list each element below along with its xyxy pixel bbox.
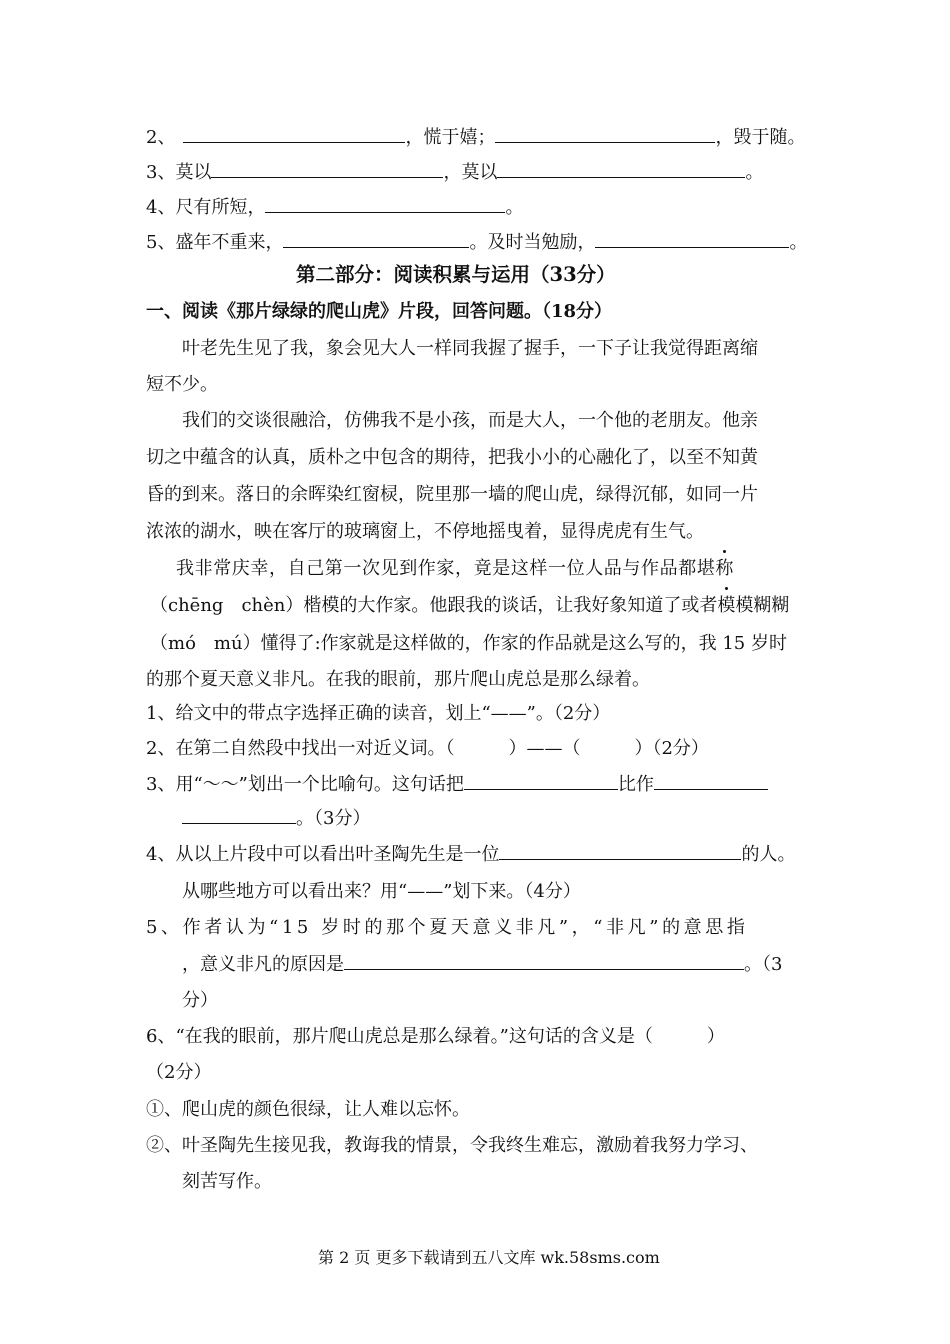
question-3-cont xyxy=(182,807,370,831)
question-5: 5、作者认为“15 岁时的那个夏天意义非凡”，“非凡”的意思指 xyxy=(146,917,749,938)
passage-line: 切之中蕴含的认真，质朴之中包含的期待，把我小小的心融化了，以至不知黄 xyxy=(146,447,758,468)
item-text: 。 xyxy=(505,197,524,218)
question-text: 的人。 xyxy=(741,844,796,865)
question-1: 1、给文中的带点字选择正确的读音，划上“——”。（2分） xyxy=(146,703,611,724)
fill-item-4 xyxy=(146,196,523,220)
option-2: ②、叶圣陶先生接见我，教诲我的情景，令我终生难忘，激励着我努力学习、 xyxy=(146,1135,758,1156)
option-1: ①、爬山虎的颜色很绿，让人难以忘怀。 xyxy=(146,1099,470,1120)
answer-blank[interactable] xyxy=(211,161,443,178)
passage-text: （chēng chèn）楷模的大作家。他跟我的谈话，让我好象知道了或者 xyxy=(150,595,718,616)
dotted-char: 称 xyxy=(715,558,735,579)
question-text: 比作 xyxy=(617,774,654,795)
section-title: 第二部分：阅读积累与运用（33分） xyxy=(296,263,616,286)
answer-blank[interactable] xyxy=(464,773,618,790)
item-number: 2、 xyxy=(146,127,176,148)
item-text: ，毁于随。 xyxy=(715,127,806,148)
page-footer: 第 2 页 更多下载请到五八文库 wk.58sms.com xyxy=(318,1248,660,1267)
item-text: 。 xyxy=(745,162,764,183)
answer-blank[interactable] xyxy=(283,231,469,248)
answer-blank[interactable] xyxy=(183,126,405,143)
answer-blank[interactable] xyxy=(495,126,715,143)
question-text: 4、从以上片段中可以看出叶圣陶先生是一位 xyxy=(146,844,500,865)
passage-line: 短不少。 xyxy=(146,374,218,395)
fill-item-2 xyxy=(146,126,805,150)
item-text: 。 xyxy=(789,232,808,253)
passage-line: 的那个夏天意义非凡。在我的眼前，那片爬山虎总是那么绿着。 xyxy=(146,669,650,690)
item-text: ，莫以 xyxy=(443,162,498,183)
answer-blank[interactable] xyxy=(499,843,741,860)
answer-blank[interactable] xyxy=(595,231,789,248)
question-6: 6、“在我的眼前，那片爬山虎总是那么绿着。”这句话的含义是（ ） xyxy=(146,1026,725,1047)
question-text: 。（3分） xyxy=(296,808,371,829)
item-text: 莫以 xyxy=(175,162,212,183)
answer-blank[interactable] xyxy=(344,953,744,970)
question-4 xyxy=(146,843,795,867)
item-text: ，慌于嬉； xyxy=(405,127,496,148)
dotted-char: 模 xyxy=(717,595,736,616)
question-2: 2、在第二自然段中找出一对近义词。（ ）——（ ）（2分） xyxy=(146,738,709,759)
item-number: 4、 xyxy=(146,197,176,218)
passage-line: 我们的交谈很融洽，仿佛我不是小孩，而是大人，一个他的老朋友。他亲 xyxy=(182,410,758,431)
passage-line xyxy=(176,557,734,581)
passage-text: 我非常庆幸，自己第一次见到作家，竟是这样一位人品与作品都堪 xyxy=(176,558,716,579)
question-text: 3、用“～～”划出一个比喻句。这句话把 xyxy=(146,774,464,795)
passage-line xyxy=(150,594,789,618)
answer-blank[interactable] xyxy=(654,773,768,790)
passage-line: 昏的到来。落日的余晖染红窗棂，院里那一墙的爬山虎，绿得沉郁，如同一片 xyxy=(146,484,758,505)
answer-blank[interactable] xyxy=(497,161,745,178)
item-text: 。及时当勉励， xyxy=(469,232,596,253)
item-number: 5、 xyxy=(146,232,176,253)
option-2-cont: 刻苦写作。 xyxy=(182,1171,272,1192)
answer-blank[interactable] xyxy=(182,807,296,824)
question-3 xyxy=(146,773,768,797)
question-5-cont2: 分） xyxy=(182,990,218,1011)
passage-line: 叶老先生见了我，象会见大人一样同我握了握手，一下子让我觉得距离缩 xyxy=(182,338,758,359)
question-heading: 一、阅读《那片绿绿的爬山虎》片段，回答问题。（18分） xyxy=(146,301,613,322)
passage-line: 浓浓的湖水，映在客厅的玻璃窗上，不停地摇曳着，显得虎虎有生气。 xyxy=(146,521,704,542)
question-text: ，意义非凡的原因是 xyxy=(182,954,344,975)
item-text: 盛年不重来， xyxy=(175,232,284,253)
passage-text: 模糊糊 xyxy=(735,595,790,616)
answer-blank[interactable] xyxy=(265,196,505,213)
question-6-cont: （2分） xyxy=(146,1062,212,1083)
fill-item-3 xyxy=(146,161,763,185)
question-5-cont xyxy=(182,953,782,977)
question-4-cont: 从哪些地方可以看出来？用“——”划下来。（4分） xyxy=(182,881,581,902)
item-text: 尺有所短， xyxy=(175,197,266,218)
question-text: 。（3 xyxy=(744,954,783,975)
item-number: 3、 xyxy=(146,162,176,183)
passage-line: （mó mú）懂得了:作家就是这样做的，作家的作品就是这么写的，我 15 岁时 xyxy=(150,633,787,654)
fill-item-5 xyxy=(146,231,807,255)
